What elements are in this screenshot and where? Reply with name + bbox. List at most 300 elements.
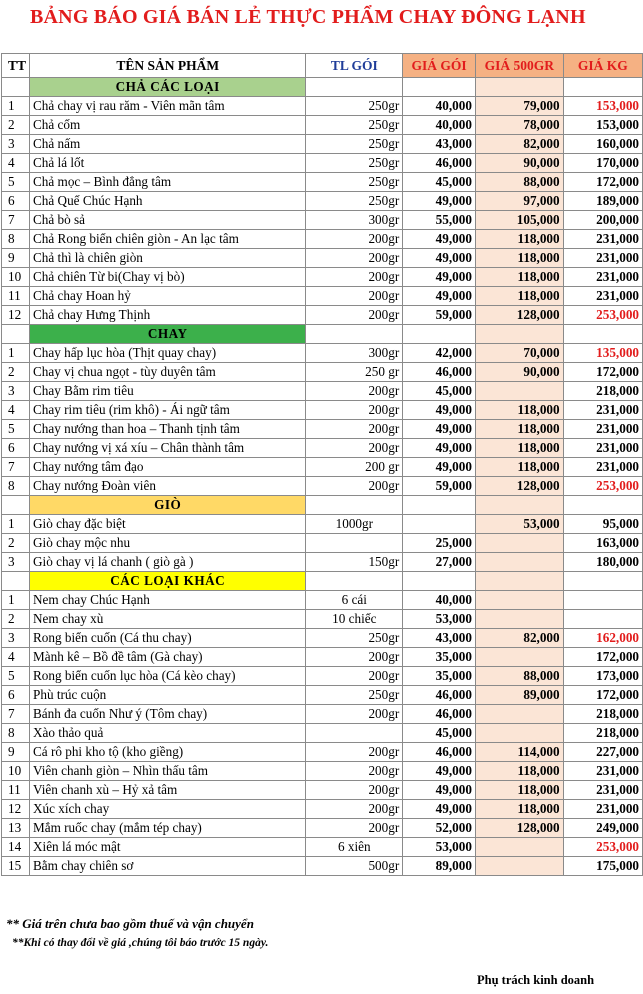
table-row bbox=[2, 743, 643, 762]
price-500gr bbox=[475, 591, 563, 610]
package-weight: 200gr bbox=[306, 781, 403, 800]
product-name: Xúc xích chay bbox=[30, 800, 306, 819]
price-kg: 231,000 bbox=[563, 781, 642, 800]
item-number: 7 bbox=[2, 705, 30, 724]
product-name: Giò chay đặc biệt bbox=[30, 515, 306, 534]
product-name: Chả chay Hoan hỷ bbox=[30, 287, 306, 306]
table-row bbox=[2, 781, 643, 800]
package-weight: 200 gr bbox=[306, 458, 403, 477]
package-weight: 6 xiên bbox=[306, 838, 403, 857]
table-row bbox=[2, 439, 643, 458]
price-500gr: 118,000 bbox=[475, 287, 563, 306]
price-kg: 231,000 bbox=[563, 287, 642, 306]
price-kg: 218,000 bbox=[563, 724, 642, 743]
table-row bbox=[2, 344, 643, 363]
price-kg: 218,000 bbox=[563, 705, 642, 724]
table-row bbox=[2, 819, 643, 838]
section-empty-cell bbox=[306, 572, 403, 591]
package-weight: 250gr bbox=[306, 116, 403, 135]
item-number: 1 bbox=[2, 515, 30, 534]
package-weight: 200gr bbox=[306, 401, 403, 420]
price-500gr bbox=[475, 553, 563, 572]
product-name: Nem chay xù bbox=[30, 610, 306, 629]
item-number: 2 bbox=[2, 363, 30, 382]
signature-label: Phụ trách kinh doanh bbox=[477, 973, 595, 987]
product-name: Xào thảo quả bbox=[30, 724, 306, 743]
section-tt-cell bbox=[2, 78, 30, 97]
package-price bbox=[403, 515, 476, 534]
product-name: Chả mọc – Bình đẳng tâm bbox=[30, 173, 306, 192]
price-kg: 175,000 bbox=[563, 857, 642, 876]
item-number: 4 bbox=[2, 401, 30, 420]
price-500gr: 128,000 bbox=[475, 306, 563, 325]
price-500gr: 53,000 bbox=[475, 515, 563, 534]
price-kg: 163,000 bbox=[563, 534, 642, 553]
package-weight: 200gr bbox=[306, 705, 403, 724]
package-price: 49,000 bbox=[403, 192, 476, 211]
price-kg: 231,000 bbox=[563, 800, 642, 819]
section-row bbox=[2, 78, 643, 97]
item-number: 11 bbox=[2, 781, 30, 800]
table-row bbox=[2, 515, 643, 534]
product-name: Chả cốm bbox=[30, 116, 306, 135]
section-empty-cell bbox=[403, 78, 476, 97]
product-name: Chả bò sả bbox=[30, 211, 306, 230]
item-number: 9 bbox=[2, 743, 30, 762]
package-price: 45,000 bbox=[403, 173, 476, 192]
table-row bbox=[2, 268, 643, 287]
package-weight: 200gr bbox=[306, 230, 403, 249]
header-kg-price: GIÁ KG bbox=[563, 54, 642, 78]
price-kg: 253,000 bbox=[563, 838, 642, 857]
table-row bbox=[2, 705, 643, 724]
price-kg: 231,000 bbox=[563, 401, 642, 420]
table-row bbox=[2, 724, 643, 743]
table-row bbox=[2, 610, 643, 629]
price-500gr: 128,000 bbox=[475, 819, 563, 838]
price-500gr: 82,000 bbox=[475, 135, 563, 154]
price-kg: 153,000 bbox=[563, 97, 642, 116]
package-price: 89,000 bbox=[403, 857, 476, 876]
item-number: 6 bbox=[2, 439, 30, 458]
price-kg: 253,000 bbox=[563, 306, 642, 325]
product-name: Mành kê – Bồ đề tâm (Gà chay) bbox=[30, 648, 306, 667]
price-500gr: 118,000 bbox=[475, 230, 563, 249]
item-number: 2 bbox=[2, 116, 30, 135]
price-kg: 231,000 bbox=[563, 230, 642, 249]
item-number: 10 bbox=[2, 268, 30, 287]
price-kg: 189,000 bbox=[563, 192, 642, 211]
item-number: 7 bbox=[2, 211, 30, 230]
price-500gr: 88,000 bbox=[475, 173, 563, 192]
package-price: 53,000 bbox=[403, 838, 476, 857]
package-weight: 200gr bbox=[306, 800, 403, 819]
price-kg: 231,000 bbox=[563, 268, 642, 287]
product-name: Giò chay mộc nhu bbox=[30, 534, 306, 553]
price-500gr bbox=[475, 534, 563, 553]
item-number: 10 bbox=[2, 762, 30, 781]
package-price: 46,000 bbox=[403, 363, 476, 382]
product-name: Chay nướng than hoa – Thanh tịnh tâm bbox=[30, 420, 306, 439]
section-title: CHAY bbox=[30, 325, 306, 344]
price-500gr: 78,000 bbox=[475, 116, 563, 135]
product-name: Chay rim tiêu (rim khô) - Ái ngữ tâm bbox=[30, 401, 306, 420]
price-500gr: 82,000 bbox=[475, 629, 563, 648]
package-weight: 250gr bbox=[306, 686, 403, 705]
package-weight: 150gr bbox=[306, 553, 403, 572]
product-name: Chả thì là chiên giòn bbox=[30, 249, 306, 268]
price-kg bbox=[563, 591, 642, 610]
package-price: 49,000 bbox=[403, 401, 476, 420]
section-tt-cell bbox=[2, 496, 30, 515]
price-kg: 231,000 bbox=[563, 762, 642, 781]
section-row bbox=[2, 325, 643, 344]
product-name: Phù trúc cuộn bbox=[30, 686, 306, 705]
table-row bbox=[2, 97, 643, 116]
package-price: 49,000 bbox=[403, 781, 476, 800]
table-row bbox=[2, 648, 643, 667]
table-row bbox=[2, 135, 643, 154]
header-package-price: GIÁ GÓI bbox=[403, 54, 476, 78]
table-row bbox=[2, 230, 643, 249]
product-name: Chả chiên Từ bi(Chay vị bò) bbox=[30, 268, 306, 287]
table-row bbox=[2, 591, 643, 610]
package-price: 49,000 bbox=[403, 420, 476, 439]
section-empty-cell bbox=[306, 496, 403, 515]
item-number: 2 bbox=[2, 534, 30, 553]
item-number: 11 bbox=[2, 287, 30, 306]
section-empty-cell bbox=[403, 572, 476, 591]
item-number: 3 bbox=[2, 135, 30, 154]
product-name: Chả Rong biển chiên giòn - An lạc tâm bbox=[30, 230, 306, 249]
package-price: 46,000 bbox=[403, 705, 476, 724]
table-row bbox=[2, 762, 643, 781]
product-name: Xiên lá móc mật bbox=[30, 838, 306, 857]
product-name: Chay hấp lục hòa (Thịt quay chay) bbox=[30, 344, 306, 363]
header-tt: TT bbox=[2, 54, 30, 78]
item-number: 3 bbox=[2, 382, 30, 401]
section-title: CÁC LOẠI KHÁC bbox=[30, 572, 306, 591]
price-500gr: 70,000 bbox=[475, 344, 563, 363]
package-price: 49,000 bbox=[403, 762, 476, 781]
package-price: 49,000 bbox=[403, 230, 476, 249]
package-price: 35,000 bbox=[403, 667, 476, 686]
price-500gr: 79,000 bbox=[475, 97, 563, 116]
table-row bbox=[2, 458, 643, 477]
package-price: 55,000 bbox=[403, 211, 476, 230]
package-price: 49,000 bbox=[403, 249, 476, 268]
package-weight bbox=[306, 534, 403, 553]
price-500gr: 89,000 bbox=[475, 686, 563, 705]
package-price: 49,000 bbox=[403, 800, 476, 819]
section-row bbox=[2, 572, 643, 591]
package-weight: 200gr bbox=[306, 249, 403, 268]
package-price: 59,000 bbox=[403, 306, 476, 325]
package-price: 40,000 bbox=[403, 116, 476, 135]
price-kg bbox=[563, 610, 642, 629]
header-package-weight: TL GÓI bbox=[306, 54, 403, 78]
product-name: Chay nướng tâm đạo bbox=[30, 458, 306, 477]
package-weight: 200gr bbox=[306, 268, 403, 287]
item-number: 4 bbox=[2, 648, 30, 667]
package-price: 46,000 bbox=[403, 686, 476, 705]
package-weight: 300gr bbox=[306, 211, 403, 230]
price-500gr: 97,000 bbox=[475, 192, 563, 211]
package-weight: 200gr bbox=[306, 382, 403, 401]
item-number: 12 bbox=[2, 800, 30, 819]
package-price: 59,000 bbox=[403, 477, 476, 496]
package-weight: 200gr bbox=[306, 762, 403, 781]
package-price: 43,000 bbox=[403, 135, 476, 154]
section-empty-cell bbox=[563, 78, 642, 97]
table-row bbox=[2, 838, 643, 857]
price-500gr: 118,000 bbox=[475, 420, 563, 439]
section-empty-cell bbox=[563, 572, 642, 591]
product-name: Chay Bằm rim tiêu bbox=[30, 382, 306, 401]
item-number: 2 bbox=[2, 610, 30, 629]
package-price: 43,000 bbox=[403, 629, 476, 648]
item-number: 1 bbox=[2, 591, 30, 610]
package-weight: 300gr bbox=[306, 344, 403, 363]
product-name: Bánh đa cuốn Như ý (Tôm chay) bbox=[30, 705, 306, 724]
section-tt-cell bbox=[2, 325, 30, 344]
item-number: 8 bbox=[2, 230, 30, 249]
item-number: 1 bbox=[2, 344, 30, 363]
price-500gr bbox=[475, 382, 563, 401]
price-table bbox=[1, 53, 643, 876]
section-tt-cell bbox=[2, 572, 30, 591]
item-number: 5 bbox=[2, 420, 30, 439]
price-500gr bbox=[475, 724, 563, 743]
section-empty-cell bbox=[475, 496, 563, 515]
product-name: Chay nướng Đoàn viên bbox=[30, 477, 306, 496]
table-row bbox=[2, 686, 643, 705]
package-price: 52,000 bbox=[403, 819, 476, 838]
price-kg: 172,000 bbox=[563, 363, 642, 382]
package-price: 49,000 bbox=[403, 268, 476, 287]
package-price: 49,000 bbox=[403, 458, 476, 477]
header-500gr-price: GIÁ 500GR bbox=[475, 54, 563, 78]
item-number: 5 bbox=[2, 173, 30, 192]
product-name: Chả Quế Chúc Hạnh bbox=[30, 192, 306, 211]
product-name: Rong biển cuốn lục hòa (Cá kèo chay) bbox=[30, 667, 306, 686]
note-price-change: **Khi có thay đổi về giá ,chúng tôi báo trước 15 ngày. bbox=[12, 937, 269, 949]
item-number: 8 bbox=[2, 724, 30, 743]
table-row bbox=[2, 800, 643, 819]
item-number: 5 bbox=[2, 667, 30, 686]
section-empty-cell bbox=[563, 496, 642, 515]
price-kg: 172,000 bbox=[563, 173, 642, 192]
package-weight: 250gr bbox=[306, 97, 403, 116]
price-kg: 160,000 bbox=[563, 135, 642, 154]
package-weight: 1000gr bbox=[306, 515, 403, 534]
section-title: CHẢ CÁC LOẠI bbox=[30, 78, 306, 97]
header-product-name: TÊN SẢN PHẨM bbox=[30, 54, 306, 78]
product-name: Viên chanh xù – Hỷ xả tâm bbox=[30, 781, 306, 800]
table-row bbox=[2, 857, 643, 876]
package-weight: 200gr bbox=[306, 743, 403, 762]
price-kg: 172,000 bbox=[563, 686, 642, 705]
package-price: 46,000 bbox=[403, 154, 476, 173]
price-500gr: 118,000 bbox=[475, 268, 563, 287]
table-row bbox=[2, 382, 643, 401]
price-500gr: 118,000 bbox=[475, 249, 563, 268]
price-kg: 173,000 bbox=[563, 667, 642, 686]
section-empty-cell bbox=[306, 78, 403, 97]
product-name: Bằm chay chiên sơ bbox=[30, 857, 306, 876]
product-name: Viên chanh giòn – Nhìn thấu tâm bbox=[30, 762, 306, 781]
package-weight bbox=[306, 724, 403, 743]
price-500gr bbox=[475, 857, 563, 876]
table-row bbox=[2, 667, 643, 686]
package-price: 40,000 bbox=[403, 591, 476, 610]
product-name: Chả nấm bbox=[30, 135, 306, 154]
table-row bbox=[2, 477, 643, 496]
price-500gr: 118,000 bbox=[475, 401, 563, 420]
package-price: 27,000 bbox=[403, 553, 476, 572]
item-number: 6 bbox=[2, 686, 30, 705]
item-number: 14 bbox=[2, 838, 30, 857]
package-weight: 200gr bbox=[306, 439, 403, 458]
section-empty-cell bbox=[563, 325, 642, 344]
price-500gr: 90,000 bbox=[475, 154, 563, 173]
table-row bbox=[2, 116, 643, 135]
package-weight: 500gr bbox=[306, 857, 403, 876]
product-name: Nem chay Chúc Hạnh bbox=[30, 591, 306, 610]
section-empty-cell bbox=[306, 325, 403, 344]
table-row bbox=[2, 192, 643, 211]
package-price: 49,000 bbox=[403, 439, 476, 458]
package-weight: 200gr bbox=[306, 306, 403, 325]
package-weight: 250gr bbox=[306, 173, 403, 192]
table-row bbox=[2, 420, 643, 439]
price-list-title: BẢNG BÁO GIÁ BÁN LẺ THỰC PHẨM CHAY ĐÔNG LẠNH bbox=[30, 6, 586, 28]
package-weight: 200gr bbox=[306, 477, 403, 496]
price-kg: 227,000 bbox=[563, 743, 642, 762]
item-number: 1 bbox=[2, 97, 30, 116]
package-weight: 200gr bbox=[306, 648, 403, 667]
table-row bbox=[2, 173, 643, 192]
package-weight: 250 gr bbox=[306, 363, 403, 382]
price-kg: 231,000 bbox=[563, 249, 642, 268]
package-price: 53,000 bbox=[403, 610, 476, 629]
product-name: Cá rô phi kho tộ (kho giềng) bbox=[30, 743, 306, 762]
product-name: Giò chay vị lá chanh ( giò gà ) bbox=[30, 553, 306, 572]
package-weight: 10 chiếc bbox=[306, 610, 403, 629]
package-price: 25,000 bbox=[403, 534, 476, 553]
table-header-row bbox=[2, 54, 643, 78]
table-row bbox=[2, 363, 643, 382]
table-row bbox=[2, 534, 643, 553]
table-row bbox=[2, 629, 643, 648]
item-number: 6 bbox=[2, 192, 30, 211]
package-weight: 250gr bbox=[306, 192, 403, 211]
item-number: 12 bbox=[2, 306, 30, 325]
item-number: 13 bbox=[2, 819, 30, 838]
item-number: 7 bbox=[2, 458, 30, 477]
price-kg: 253,000 bbox=[563, 477, 642, 496]
price-500gr: 90,000 bbox=[475, 363, 563, 382]
price-kg: 218,000 bbox=[563, 382, 642, 401]
item-number: 15 bbox=[2, 857, 30, 876]
section-empty-cell bbox=[475, 572, 563, 591]
section-row bbox=[2, 496, 643, 515]
price-500gr: 118,000 bbox=[475, 781, 563, 800]
section-empty-cell bbox=[403, 325, 476, 344]
product-name: Chay vị chua ngọt - tùy duyên tâm bbox=[30, 363, 306, 382]
table-row bbox=[2, 154, 643, 173]
price-500gr: 105,000 bbox=[475, 211, 563, 230]
price-kg: 95,000 bbox=[563, 515, 642, 534]
package-weight: 200gr bbox=[306, 667, 403, 686]
package-weight: 6 cái bbox=[306, 591, 403, 610]
package-price: 46,000 bbox=[403, 743, 476, 762]
price-kg: 231,000 bbox=[563, 420, 642, 439]
price-kg: 231,000 bbox=[563, 458, 642, 477]
package-weight: 250gr bbox=[306, 629, 403, 648]
price-kg: 200,000 bbox=[563, 211, 642, 230]
item-number: 9 bbox=[2, 249, 30, 268]
item-number: 8 bbox=[2, 477, 30, 496]
table-row bbox=[2, 211, 643, 230]
price-kg: 162,000 bbox=[563, 629, 642, 648]
price-500gr: 118,000 bbox=[475, 762, 563, 781]
product-name: Rong biển cuốn (Cá thu chay) bbox=[30, 629, 306, 648]
product-name: Mắm ruốc chay (mắm tép chay) bbox=[30, 819, 306, 838]
item-number: 3 bbox=[2, 553, 30, 572]
section-title: GIÒ bbox=[30, 496, 306, 515]
price-500gr: 118,000 bbox=[475, 800, 563, 819]
price-kg: 249,000 bbox=[563, 819, 642, 838]
table-row bbox=[2, 401, 643, 420]
product-name: Chay nướng vị xá xíu – Chân thành tâm bbox=[30, 439, 306, 458]
item-number: 4 bbox=[2, 154, 30, 173]
package-weight: 200gr bbox=[306, 819, 403, 838]
price-500gr: 118,000 bbox=[475, 439, 563, 458]
package-price: 45,000 bbox=[403, 382, 476, 401]
price-kg: 231,000 bbox=[563, 439, 642, 458]
package-price: 49,000 bbox=[403, 287, 476, 306]
product-name: Chả chay Hưng Thịnh bbox=[30, 306, 306, 325]
price-kg: 180,000 bbox=[563, 553, 642, 572]
price-kg: 153,000 bbox=[563, 116, 642, 135]
product-name: Chả lá lốt bbox=[30, 154, 306, 173]
table-row bbox=[2, 249, 643, 268]
package-price: 42,000 bbox=[403, 344, 476, 363]
table-row bbox=[2, 306, 643, 325]
price-500gr: 114,000 bbox=[475, 743, 563, 762]
price-500gr bbox=[475, 705, 563, 724]
section-empty-cell bbox=[475, 325, 563, 344]
package-weight: 200gr bbox=[306, 287, 403, 306]
package-price: 40,000 bbox=[403, 97, 476, 116]
price-500gr bbox=[475, 648, 563, 667]
product-name: Chả chay vị rau răm - Viên mãn tâm bbox=[30, 97, 306, 116]
price-kg: 170,000 bbox=[563, 154, 642, 173]
package-price: 35,000 bbox=[403, 648, 476, 667]
price-500gr bbox=[475, 838, 563, 857]
price-500gr: 88,000 bbox=[475, 667, 563, 686]
item-number: 3 bbox=[2, 629, 30, 648]
section-empty-cell bbox=[475, 78, 563, 97]
package-weight: 250gr bbox=[306, 154, 403, 173]
package-weight: 200gr bbox=[306, 420, 403, 439]
price-kg: 172,000 bbox=[563, 648, 642, 667]
price-kg: 135,000 bbox=[563, 344, 642, 363]
price-500gr: 118,000 bbox=[475, 458, 563, 477]
package-price: 45,000 bbox=[403, 724, 476, 743]
price-500gr bbox=[475, 610, 563, 629]
